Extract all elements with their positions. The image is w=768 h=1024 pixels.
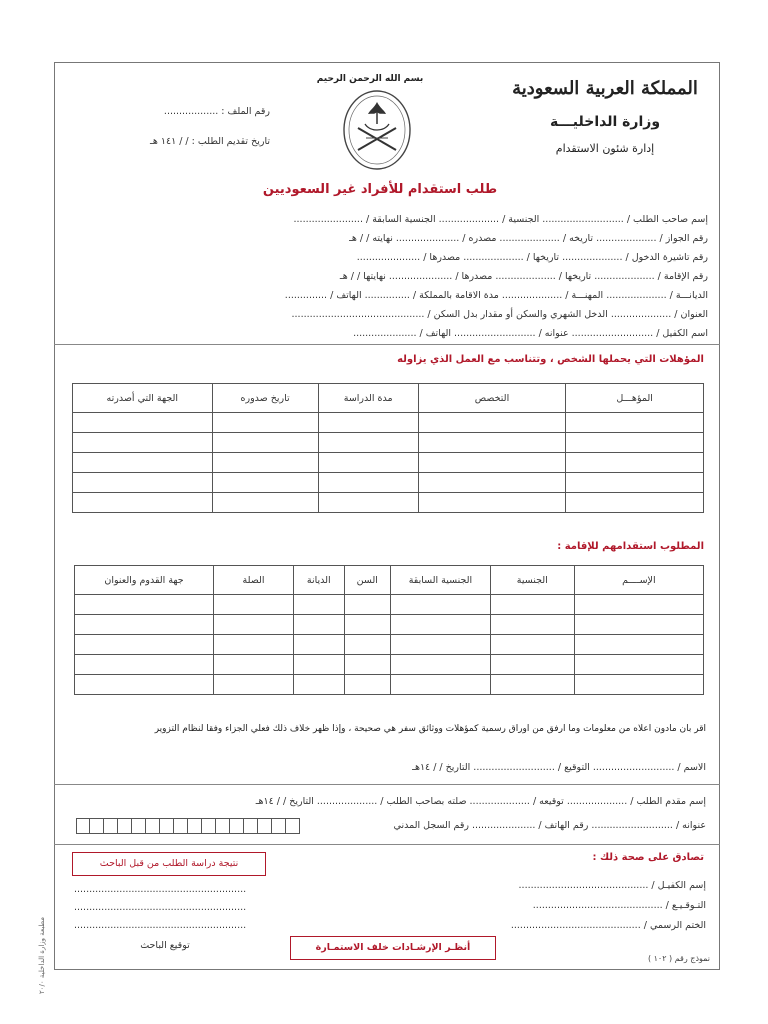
table-row[interactable]: [75, 675, 704, 695]
researcher-notes-line[interactable]: .........................................................: [74, 920, 247, 931]
section-divider: [54, 344, 720, 345]
table-row[interactable]: [75, 615, 704, 635]
table-row[interactable]: [75, 595, 704, 615]
form-title: طلب استقدام للأفراد غير السعوديين: [262, 182, 498, 197]
researcher-signature: توقيع الباحث: [140, 940, 190, 951]
ministry-name: وزارة الداخليـــة: [549, 114, 661, 130]
researcher-result-box: نتيجة دراسة الطلب من قبل الباحث: [72, 852, 266, 876]
applicant-line[interactable]: العنوان / .................... الدخل الشهري والسكن أو مقدار بدل السكن / ............................................: [291, 309, 708, 320]
table-row[interactable]: [73, 413, 704, 433]
recruit-header: الجنسية: [490, 566, 574, 595]
qual-header: المؤهـــل: [566, 384, 704, 413]
instructions-box: أنظـر الإرشـادات خلف الاستمـارة: [290, 936, 496, 960]
side-print-text: مطبعة وزارة الداخلية ٢٠/٠: [38, 916, 46, 994]
section-divider: [54, 844, 720, 845]
table-row[interactable]: [73, 473, 704, 493]
kingdom-name: المملكة العربية السعودية: [512, 78, 698, 99]
recruit-header: الجنسية السابقة: [391, 566, 491, 595]
certification-title: تصادق على صحة ذلك :: [592, 852, 704, 863]
qualifications-title: المؤهلات التي يحملها الشخص ، وتتناسب مع العمل الذي يزاوله: [397, 354, 704, 365]
file-number[interactable]: رقم الملف : ..................: [163, 106, 270, 117]
table-row[interactable]: [73, 433, 704, 453]
basmala: بسم الله الرحمن الرحيم: [316, 74, 424, 84]
applicant-line[interactable]: إسم صاحب الطلب / ........................... الجنسية / .................... الجنسية السابقة / .......................: [293, 214, 708, 225]
recruit-header: الإســــم: [574, 566, 703, 595]
qual-header: مدة الدراسة: [318, 384, 418, 413]
table-row[interactable]: [75, 635, 704, 655]
recruit-header: الصلة: [214, 566, 294, 595]
signature-line[interactable]: الاسم / ........................... التوقيع / ........................... التاريخ / / ١٤هـ: [412, 762, 706, 773]
official-seal-line[interactable]: الختم الرسمي / ...........................................: [510, 920, 706, 931]
submitter-line[interactable]: إسم مقدم الطلب / .................... توقيعه / .................... صلته بصاحب الطلب / .................... التاريخ / / ١٤هـ: [255, 796, 706, 807]
table-row[interactable]: [73, 453, 704, 473]
table-row[interactable]: [73, 493, 704, 513]
recruit-header: الديانة: [294, 566, 345, 595]
sponsor-name-line[interactable]: إسم الكفيـل / ...........................................: [518, 880, 706, 891]
qual-header: الجهة التي أصدرته: [73, 384, 213, 413]
saudi-emblem-icon: [340, 88, 414, 174]
qualifications-table: [72, 383, 704, 513]
submission-date[interactable]: تاريخ تقديم الطلب : / / ١٤١ هـ: [150, 136, 270, 147]
applicant-fields: [62, 214, 708, 347]
civil-record-boxes[interactable]: [76, 818, 300, 834]
section-divider: [54, 784, 720, 785]
recruit-header: السن: [344, 566, 391, 595]
researcher-notes-line[interactable]: .........................................................: [74, 902, 247, 913]
applicant-line[interactable]: رقم تاشيرة الدخول / .................... تاريخها / .................... مصدرها / .....................: [356, 252, 708, 263]
department-name: إدارة شئون الاستقدام: [555, 142, 655, 155]
applicant-line[interactable]: رقم الجواز / .................... تاريخه / .................... مصدره / ..................... نهايته / / هـ: [349, 233, 708, 244]
applicant-line[interactable]: رقم الإقامة / .................... تاريخها / .................... مصدرها / ..................... نهايتها / / هـ: [339, 271, 708, 282]
table-row[interactable]: [75, 655, 704, 675]
declaration-text: أقر بأن مادون أعلاه من معلومات وما أرفق من أوراق رسمية كمؤهلات ووثائق سفر هي صحيحة ، وإذا ظهر خلاف ذلك فعلي الجزاء وفقاً لنظام التزوير: [154, 724, 706, 734]
applicant-line[interactable]: اسم الكفيل / ........................... عنوانه / ........................... الهاتف / .....................: [353, 328, 708, 339]
recruits-title: المطلوب استقدامهم للإقامة :: [557, 541, 704, 552]
qual-header: تاريخ صدوره: [212, 384, 318, 413]
qual-header: التخصص: [418, 384, 566, 413]
sponsor-signature-line[interactable]: التـوقـيـع / ...........................................: [532, 900, 706, 911]
recruit-header: جهة القدوم والعنوان: [75, 566, 214, 595]
applicant-line[interactable]: الديانـــة / .................... المهنـــة / .................... مدة الاقامة بالمملكة / ............... الهاتف / ..............: [284, 290, 708, 301]
researcher-notes-line[interactable]: .........................................................: [74, 884, 247, 895]
submitter-address-line[interactable]: عنوانه / ........................... رقم الهاتف / ..................... رقم السجل المدني: [393, 820, 706, 831]
form-number: نموذج رقم ( ١٠٢ ): [647, 954, 710, 963]
recruits-table: [74, 565, 704, 695]
